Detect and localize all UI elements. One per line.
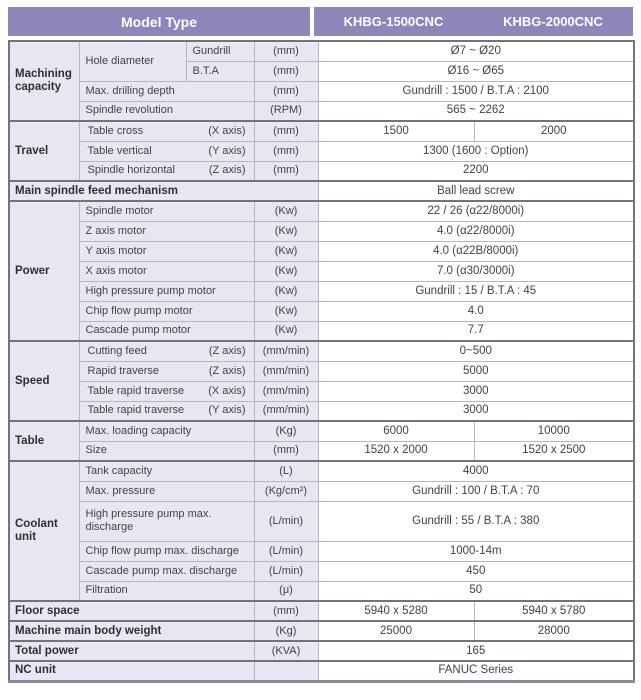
- table-row: [9, 461, 634, 481]
- axis-label: (Z axis): [208, 344, 246, 357]
- table-row: [9, 361, 634, 381]
- model-name-khbg-2000cnc: KHBG-2000CNC: [503, 14, 603, 29]
- row-value-model1: 6000: [318, 421, 474, 441]
- row-label-text: Table rapid traverse: [87, 404, 185, 417]
- axis-label: (Z axis): [208, 164, 246, 177]
- row-unit: (Kw): [254, 321, 318, 341]
- row-value: 4.0 (α22/8000i): [318, 221, 634, 241]
- row-value: Gundrill : 55 / B.T.A : 380: [318, 501, 634, 541]
- section-title-travel: Travel: [9, 121, 79, 181]
- table-row: [9, 41, 634, 61]
- row-value: 4.0 (α22B/8000i): [318, 241, 634, 261]
- row-label-size: Size: [79, 441, 254, 461]
- row-value: 3000: [318, 401, 634, 421]
- row-label-chip-flow-pump-max-discharge: Chip flow pump max. discharge: [79, 541, 254, 561]
- row-label-y-axis-motor: Y axis motor: [79, 241, 254, 261]
- model-type-header-cell: [8, 7, 310, 36]
- section-title-table: Table: [9, 421, 79, 461]
- row-label-high-pressure-pump-max-discharge: High pressure pump max. discharge: [79, 501, 254, 541]
- row-value-model1: 25000: [318, 621, 474, 641]
- section-title-power: Power: [9, 201, 79, 341]
- row-unit: (mm/min): [254, 401, 318, 421]
- row-label-spindle-horizontal: [79, 161, 254, 181]
- row-value: 0~500: [318, 341, 634, 361]
- table-row: [9, 241, 634, 261]
- row-unit: (mm): [254, 61, 318, 81]
- table-row: [9, 221, 634, 241]
- table-row: [9, 381, 634, 401]
- table-row: [9, 601, 634, 621]
- row-value: 2200: [318, 161, 634, 181]
- row-label-machine-main-body-weight: Machine main body weight: [9, 621, 254, 641]
- specification-table: [8, 40, 635, 683]
- axis-label: (X axis): [208, 124, 246, 137]
- table-row: [9, 201, 634, 221]
- row-label-text: Cutting feed: [87, 344, 147, 357]
- table-row: [9, 121, 634, 141]
- table-row: [9, 501, 634, 541]
- row-value: 7.0 (α30/3000i): [318, 261, 634, 281]
- row-unit: (mm): [254, 81, 318, 101]
- axis-label: (Y axis): [208, 144, 246, 157]
- row-label-cascade-pump-motor: Cascade pump motor: [79, 321, 254, 341]
- row-unit: (Kg): [254, 621, 318, 641]
- row-unit: (L): [254, 461, 318, 481]
- table-row: [9, 441, 634, 461]
- row-label-nc-unit: NC unit: [9, 661, 254, 681]
- table-row: [9, 261, 634, 281]
- table-row: [9, 101, 634, 121]
- row-label-rapid-traverse: [79, 361, 254, 381]
- table-row: [9, 161, 634, 181]
- table-row: [9, 641, 634, 661]
- row-value-model1: 5940 x 5280: [318, 601, 474, 621]
- row-unit: (Kw): [254, 241, 318, 261]
- table-row: [9, 181, 634, 201]
- table-row: [9, 301, 634, 321]
- row-unit: (mm): [254, 121, 318, 141]
- row-unit: (μ): [254, 581, 318, 601]
- row-unit: (Kw): [254, 281, 318, 301]
- row-value: 1300 (1600 : Option): [318, 141, 634, 161]
- row-value: 50: [318, 581, 634, 601]
- table-row: [9, 281, 634, 301]
- section-title-coolant-unit: Coolant unit: [9, 461, 79, 601]
- row-unit: (Kw): [254, 261, 318, 281]
- table-row: [9, 341, 634, 361]
- row-label-chip-flow-pump-motor: Chip flow pump motor: [79, 301, 254, 321]
- row-unit: (RPM): [254, 101, 318, 121]
- row-label-high-pressure-pump-motor: High pressure pump motor: [79, 281, 254, 301]
- row-label-filtration: Filtration: [79, 581, 254, 601]
- row-label-text: Rapid traverse: [87, 364, 160, 377]
- row-label-table-rapid-traverse-y: [79, 401, 254, 421]
- model-type-label: Model Type: [121, 13, 197, 30]
- row-value: Ø7 ~ Ø20: [318, 41, 634, 61]
- row-label-text: Table cross: [87, 124, 144, 137]
- table-header: [8, 7, 633, 36]
- row-value: 1000-14m: [318, 541, 634, 561]
- row-label-x-axis-motor: X axis motor: [79, 261, 254, 281]
- row-label-spindle-revolution: Spindle revolution: [79, 101, 254, 121]
- row-unit: (L/min): [254, 501, 318, 541]
- row-label-z-axis-motor: Z axis motor: [79, 221, 254, 241]
- row-unit: (Kg): [254, 421, 318, 441]
- table-row: [9, 401, 634, 421]
- row-label-tank-capacity: Tank capacity: [79, 461, 254, 481]
- table-row: [9, 421, 634, 441]
- row-unit: (L/min): [254, 561, 318, 581]
- axis-label: (Z axis): [208, 364, 246, 377]
- row-value: Gundrill : 1500 / B.T.A : 2100: [318, 81, 634, 101]
- row-unit: (mm/min): [254, 361, 318, 381]
- table-row: [9, 561, 634, 581]
- row-value: Gundrill : 100 / B.T.A : 70: [318, 481, 634, 501]
- axis-label: (Y axis): [208, 404, 246, 417]
- row-value: 4.0: [318, 301, 634, 321]
- row-value-model2: 5940 x 5780: [474, 601, 634, 621]
- table-row: [9, 541, 634, 561]
- row-value-model2: 1520 x 2500: [474, 441, 634, 461]
- row-value: 3000: [318, 381, 634, 401]
- row-value: 565 ~ 2262: [318, 101, 634, 121]
- section-title-speed: Speed: [9, 341, 79, 421]
- row-unit: (L/min): [254, 541, 318, 561]
- row-label-cascade-pump-max-discharge: Cascade pump max. discharge: [79, 561, 254, 581]
- row-value-model2: 28000: [474, 621, 634, 641]
- row-label-text: Spindle horizontal: [87, 164, 175, 177]
- table-row: [9, 581, 634, 601]
- model-name-khbg-1500cnc: KHBG-1500CNC: [343, 14, 444, 29]
- row-sublabel-bta: B.T.A: [186, 61, 254, 81]
- row-value-model2: 2000: [474, 121, 634, 141]
- row-value: 22 / 26 (α22/8000i): [318, 201, 634, 221]
- row-unit: (mm/min): [254, 341, 318, 361]
- row-unit: (mm): [254, 601, 318, 621]
- axis-label: (X axis): [208, 384, 246, 397]
- row-value: Gundrill : 15 / B.T.A : 45: [318, 281, 634, 301]
- row-label-max-pressure: Max. pressure: [79, 481, 254, 501]
- row-label-table-rapid-traverse-x: [79, 381, 254, 401]
- row-label-main-spindle-feed-mechanism: Main spindle feed mechanism: [9, 181, 318, 201]
- row-label-max-loading-capacity: Max. loading capacity: [79, 421, 254, 441]
- row-value: 7.7: [318, 321, 634, 341]
- row-value-model2: 10000: [474, 421, 634, 441]
- row-label-floor-space: Floor space: [9, 601, 254, 621]
- row-value: Ø16 ~ Ø65: [318, 61, 634, 81]
- table-row: [9, 481, 634, 501]
- row-label-hole-diameter: Hole diameter: [79, 41, 186, 81]
- row-unit: (mm/min): [254, 381, 318, 401]
- row-value: 450: [318, 561, 634, 581]
- row-unit: (KVA): [254, 641, 318, 661]
- table-row: [9, 661, 634, 681]
- model-columns-header-cell: [314, 7, 633, 36]
- section-title-machining-capacity: Machining capacity: [9, 41, 79, 121]
- row-unit: (Kw): [254, 201, 318, 221]
- row-label-text: Table rapid traverse: [87, 384, 185, 397]
- row-label-spindle-motor: Spindle motor: [79, 201, 254, 221]
- row-value: 4000: [318, 461, 634, 481]
- row-label-cutting-feed: [79, 341, 254, 361]
- row-unit: (Kw): [254, 221, 318, 241]
- row-label-table-vertical: [79, 141, 254, 161]
- row-unit: (mm): [254, 41, 318, 61]
- row-label-text: Table vertical: [87, 144, 152, 157]
- row-value: 165: [318, 641, 634, 661]
- row-sublabel-gundrill: Gundrill: [186, 41, 254, 61]
- table-row: [9, 621, 634, 641]
- row-label-max-drilling-depth: Max. drilling depth: [79, 81, 254, 101]
- row-label-table-cross: [79, 121, 254, 141]
- row-unit: (mm): [254, 441, 318, 461]
- row-label-total-power: Total power: [9, 641, 254, 661]
- row-value: 5000: [318, 361, 634, 381]
- row-unit: (Kw): [254, 301, 318, 321]
- row-value-model1: 1500: [318, 121, 474, 141]
- table-row: [9, 81, 634, 101]
- row-unit: (mm): [254, 141, 318, 161]
- row-unit: (mm): [254, 161, 318, 181]
- row-value: Ball lead screw: [318, 181, 634, 201]
- table-row: [9, 321, 634, 341]
- row-value-model1: 1520 x 2000: [318, 441, 474, 461]
- row-unit: (Kg/cm²): [254, 481, 318, 501]
- row-value: FANUC Series: [318, 661, 634, 681]
- row-unit-empty: [254, 661, 318, 681]
- table-row: [9, 141, 634, 161]
